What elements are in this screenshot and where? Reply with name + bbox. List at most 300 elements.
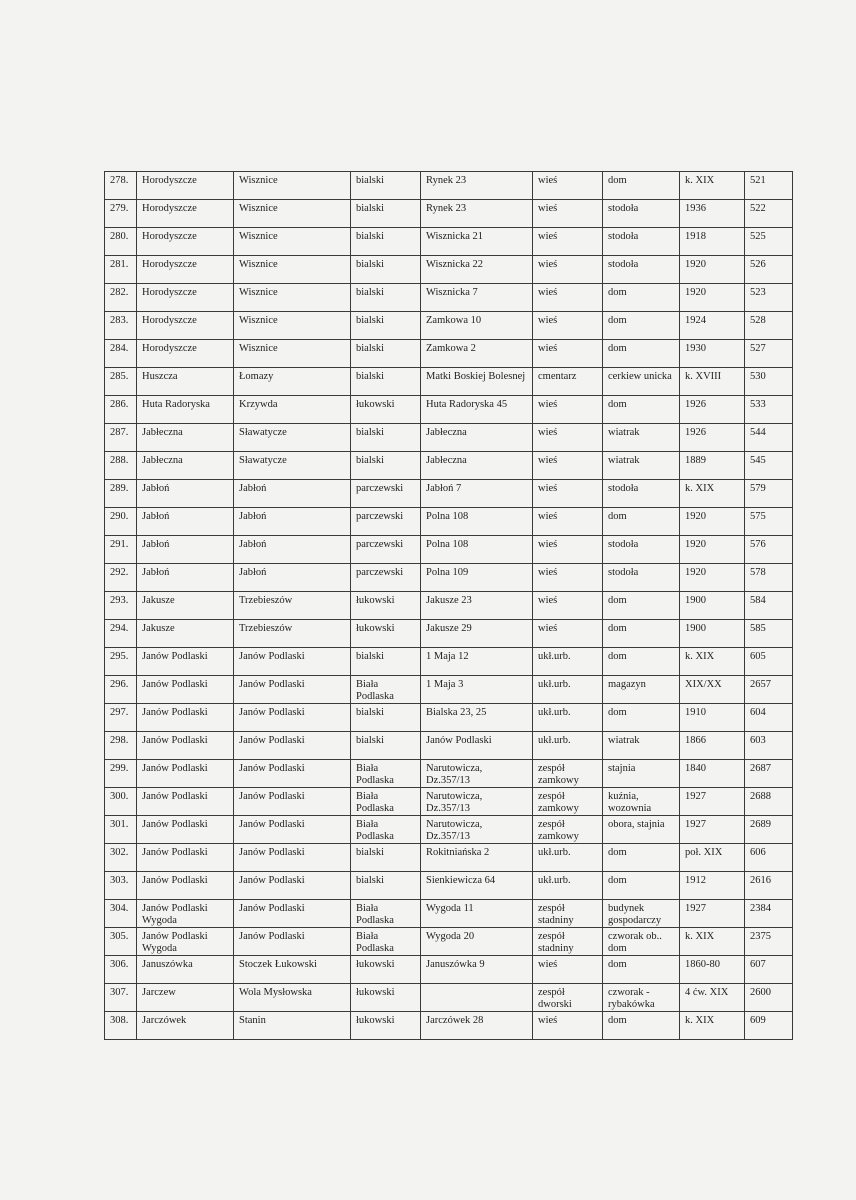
dating-cell: 1927 — [680, 788, 745, 816]
building-type-cell: dom — [603, 648, 680, 676]
table-row — [105, 340, 793, 368]
registry-number-cell: 523 — [745, 284, 793, 312]
county-cell: bialski — [351, 256, 421, 284]
address-cell: Wisznicka 21 — [421, 228, 533, 256]
registry-number-cell: 2616 — [745, 872, 793, 900]
complex-type-cell: wieś — [533, 284, 603, 312]
row-number-cell: 291. — [105, 536, 137, 564]
commune-cell: Wisznice — [234, 284, 351, 312]
complex-type-cell: wieś — [533, 312, 603, 340]
complex-type-cell: zespół dworski — [533, 984, 603, 1012]
building-type-cell: czworak - rybakówka — [603, 984, 680, 1012]
table-row — [105, 928, 793, 956]
registry-number-cell: 526 — [745, 256, 793, 284]
address-cell: Rokitniańska 2 — [421, 844, 533, 872]
commune-cell: Stoczek Łukowski — [234, 956, 351, 984]
locality-cell: Horodyszcze — [137, 340, 234, 368]
address-cell: Jabłeczna — [421, 424, 533, 452]
locality-cell: Jarczówek — [137, 1012, 234, 1040]
registry-number-cell: 607 — [745, 956, 793, 984]
registry-number-cell: 606 — [745, 844, 793, 872]
address-cell — [421, 984, 533, 1012]
complex-type-cell: wieś — [533, 536, 603, 564]
row-number-cell: 287. — [105, 424, 137, 452]
locality-cell: Horodyszcze — [137, 172, 234, 200]
county-cell: parczewski — [351, 564, 421, 592]
table-row — [105, 284, 793, 312]
commune-cell: Wisznice — [234, 340, 351, 368]
address-cell: Narutowicza, Dz.357/13 — [421, 788, 533, 816]
registry-number-cell: 585 — [745, 620, 793, 648]
address-cell: Bialska 23, 25 — [421, 704, 533, 732]
building-type-cell: dom — [603, 312, 680, 340]
address-cell: Huta Radoryska 45 — [421, 396, 533, 424]
county-cell: Biała Podlaska — [351, 928, 421, 956]
complex-type-cell: wieś — [533, 424, 603, 452]
registry-number-cell: 2689 — [745, 816, 793, 844]
building-type-cell: magazyn — [603, 676, 680, 704]
table-row — [105, 648, 793, 676]
complex-type-cell: ukł.urb. — [533, 872, 603, 900]
locality-cell: Janów Podlaski — [137, 648, 234, 676]
table-row — [105, 480, 793, 508]
locality-cell: Horodyszcze — [137, 256, 234, 284]
commune-cell: Janów Podlaski — [234, 760, 351, 788]
county-cell: łukowski — [351, 956, 421, 984]
commune-cell: Trzebieszów — [234, 620, 351, 648]
building-type-cell: dom — [603, 172, 680, 200]
complex-type-cell: cmentarz — [533, 368, 603, 396]
row-number-cell: 304. — [105, 900, 137, 928]
commune-cell: Janów Podlaski — [234, 676, 351, 704]
complex-type-cell: zespół stadniny — [533, 900, 603, 928]
locality-cell: Huszcza — [137, 368, 234, 396]
complex-type-cell: zespół stadniny — [533, 928, 603, 956]
locality-cell: Janów Podlaski Wygoda — [137, 928, 234, 956]
complex-type-cell: wieś — [533, 592, 603, 620]
table-row — [105, 816, 793, 844]
table-row — [105, 172, 793, 200]
address-cell: Sienkiewicza 64 — [421, 872, 533, 900]
building-type-cell: dom — [603, 704, 680, 732]
row-number-cell: 292. — [105, 564, 137, 592]
row-number-cell: 284. — [105, 340, 137, 368]
row-number-cell: 295. — [105, 648, 137, 676]
locality-cell: Jakusze — [137, 592, 234, 620]
address-cell: Wisznicka 7 — [421, 284, 533, 312]
table-row — [105, 452, 793, 480]
dating-cell: 1910 — [680, 704, 745, 732]
locality-cell: Horodyszcze — [137, 284, 234, 312]
county-cell: Biała Podlaska — [351, 676, 421, 704]
address-cell: Jakusze 23 — [421, 592, 533, 620]
locality-cell: Huta Radoryska — [137, 396, 234, 424]
county-cell: bialski — [351, 648, 421, 676]
complex-type-cell: wieś — [533, 228, 603, 256]
dating-cell: 4 ćw. XIX — [680, 984, 745, 1012]
table-row — [105, 1012, 793, 1040]
table-row — [105, 200, 793, 228]
row-number-cell: 299. — [105, 760, 137, 788]
registry-number-cell: 522 — [745, 200, 793, 228]
dating-cell: 1920 — [680, 508, 745, 536]
table-row — [105, 536, 793, 564]
table-row — [105, 396, 793, 424]
row-number-cell: 308. — [105, 1012, 137, 1040]
monument-registry-table — [104, 171, 793, 1040]
address-cell: Matki Boskiej Bolesnej — [421, 368, 533, 396]
address-cell: Polna 109 — [421, 564, 533, 592]
building-type-cell: dom — [603, 508, 680, 536]
complex-type-cell: wieś — [533, 396, 603, 424]
building-type-cell: stodoła — [603, 536, 680, 564]
locality-cell: Horodyszcze — [137, 228, 234, 256]
address-cell: Wisznicka 22 — [421, 256, 533, 284]
row-number-cell: 283. — [105, 312, 137, 340]
building-type-cell: wiatrak — [603, 732, 680, 760]
county-cell: bialski — [351, 872, 421, 900]
county-cell: bialski — [351, 424, 421, 452]
building-type-cell: dom — [603, 396, 680, 424]
commune-cell: Sławatycze — [234, 452, 351, 480]
registry-number-cell: 578 — [745, 564, 793, 592]
county-cell: bialski — [351, 200, 421, 228]
commune-cell: Łomazy — [234, 368, 351, 396]
building-type-cell: dom — [603, 1012, 680, 1040]
county-cell: bialski — [351, 452, 421, 480]
locality-cell: Horodyszcze — [137, 200, 234, 228]
commune-cell: Wisznice — [234, 200, 351, 228]
table-row — [105, 424, 793, 452]
table-row — [105, 312, 793, 340]
registry-number-cell: 609 — [745, 1012, 793, 1040]
dating-cell: 1927 — [680, 816, 745, 844]
commune-cell: Jabłoń — [234, 536, 351, 564]
county-cell: Biała Podlaska — [351, 816, 421, 844]
locality-cell: Janów Podlaski — [137, 732, 234, 760]
row-number-cell: 289. — [105, 480, 137, 508]
dating-cell: 1860-80 — [680, 956, 745, 984]
dating-cell: poł. XIX — [680, 844, 745, 872]
dating-cell: 1840 — [680, 760, 745, 788]
locality-cell: Jabłeczna — [137, 424, 234, 452]
table-row — [105, 564, 793, 592]
address-cell: Rynek 23 — [421, 200, 533, 228]
building-type-cell: dom — [603, 844, 680, 872]
dating-cell: 1924 — [680, 312, 745, 340]
building-type-cell: budynek gospodarczy — [603, 900, 680, 928]
county-cell: bialski — [351, 284, 421, 312]
registry-number-cell: 533 — [745, 396, 793, 424]
county-cell: bialski — [351, 340, 421, 368]
registry-number-cell: 544 — [745, 424, 793, 452]
registry-number-cell: 530 — [745, 368, 793, 396]
locality-cell: Janów Podlaski Wygoda — [137, 900, 234, 928]
dating-cell: 1920 — [680, 536, 745, 564]
county-cell: łukowski — [351, 396, 421, 424]
dating-cell: 1920 — [680, 256, 745, 284]
complex-type-cell: wieś — [533, 452, 603, 480]
locality-cell: Janów Podlaski — [137, 676, 234, 704]
dating-cell: k. XIX — [680, 928, 745, 956]
complex-type-cell: zespół zamkowy — [533, 760, 603, 788]
registry-number-cell: 2384 — [745, 900, 793, 928]
address-cell: Janów Podlaski — [421, 732, 533, 760]
row-number-cell: 306. — [105, 956, 137, 984]
commune-cell: Janów Podlaski — [234, 704, 351, 732]
locality-cell: Janów Podlaski — [137, 788, 234, 816]
commune-cell: Sławatycze — [234, 424, 351, 452]
address-cell: Zamkowa 10 — [421, 312, 533, 340]
complex-type-cell: wieś — [533, 564, 603, 592]
address-cell: 1 Maja 12 — [421, 648, 533, 676]
address-cell: Jabłoń 7 — [421, 480, 533, 508]
building-type-cell: dom — [603, 872, 680, 900]
table-row — [105, 956, 793, 984]
commune-cell: Wisznice — [234, 256, 351, 284]
county-cell: łukowski — [351, 984, 421, 1012]
dating-cell: 1927 — [680, 900, 745, 928]
address-cell: Jakusze 29 — [421, 620, 533, 648]
row-number-cell: 293. — [105, 592, 137, 620]
commune-cell: Janów Podlaski — [234, 648, 351, 676]
row-number-cell: 282. — [105, 284, 137, 312]
building-type-cell: stodoła — [603, 480, 680, 508]
complex-type-cell: wieś — [533, 340, 603, 368]
row-number-cell: 301. — [105, 816, 137, 844]
registry-number-cell: 575 — [745, 508, 793, 536]
dating-cell: 1912 — [680, 872, 745, 900]
dating-cell: 1936 — [680, 200, 745, 228]
commune-cell: Wisznice — [234, 312, 351, 340]
table-row — [105, 788, 793, 816]
complex-type-cell: wieś — [533, 480, 603, 508]
dating-cell: k. XIX — [680, 480, 745, 508]
dating-cell: XIX/XX — [680, 676, 745, 704]
commune-cell: Janów Podlaski — [234, 928, 351, 956]
locality-cell: Jakusze — [137, 620, 234, 648]
registry-number-cell: 545 — [745, 452, 793, 480]
dating-cell: 1889 — [680, 452, 745, 480]
table-row — [105, 900, 793, 928]
table-row — [105, 984, 793, 1012]
registry-number-cell: 525 — [745, 228, 793, 256]
locality-cell: Horodyszcze — [137, 312, 234, 340]
complex-type-cell: ukł.urb. — [533, 648, 603, 676]
building-type-cell: dom — [603, 284, 680, 312]
complex-type-cell: ukł.urb. — [533, 732, 603, 760]
county-cell: bialski — [351, 228, 421, 256]
county-cell: parczewski — [351, 480, 421, 508]
building-type-cell: stajnia — [603, 760, 680, 788]
commune-cell: Jabłoń — [234, 508, 351, 536]
row-number-cell: 285. — [105, 368, 137, 396]
table-row — [105, 592, 793, 620]
address-cell: Polna 108 — [421, 508, 533, 536]
county-cell: bialski — [351, 172, 421, 200]
complex-type-cell: wieś — [533, 172, 603, 200]
county-cell: bialski — [351, 704, 421, 732]
locality-cell: Jabłoń — [137, 480, 234, 508]
commune-cell: Jabłoń — [234, 564, 351, 592]
commune-cell: Wisznice — [234, 228, 351, 256]
complex-type-cell: ukł.urb. — [533, 676, 603, 704]
table-row — [105, 228, 793, 256]
building-type-cell: stodoła — [603, 256, 680, 284]
dating-cell: 1900 — [680, 620, 745, 648]
commune-cell: Janów Podlaski — [234, 788, 351, 816]
registry-number-cell: 2688 — [745, 788, 793, 816]
table-row — [105, 760, 793, 788]
complex-type-cell: wieś — [533, 956, 603, 984]
locality-cell: Janów Podlaski — [137, 872, 234, 900]
building-type-cell: cerkiew unicka — [603, 368, 680, 396]
commune-cell: Wola Mysłowska — [234, 984, 351, 1012]
commune-cell: Janów Podlaski — [234, 844, 351, 872]
county-cell: Biała Podlaska — [351, 900, 421, 928]
dating-cell: 1900 — [680, 592, 745, 620]
row-number-cell: 290. — [105, 508, 137, 536]
registry-number-cell: 528 — [745, 312, 793, 340]
building-type-cell: stodoła — [603, 564, 680, 592]
complex-type-cell: wieś — [533, 256, 603, 284]
table-body — [105, 172, 793, 1040]
table-row — [105, 368, 793, 396]
table-row — [105, 872, 793, 900]
building-type-cell: czworak ob.. dom — [603, 928, 680, 956]
dating-cell: 1926 — [680, 424, 745, 452]
building-type-cell: dom — [603, 956, 680, 984]
row-number-cell: 288. — [105, 452, 137, 480]
dating-cell: 1930 — [680, 340, 745, 368]
table-row — [105, 676, 793, 704]
dating-cell: 1920 — [680, 284, 745, 312]
dating-cell: k. XIX — [680, 1012, 745, 1040]
row-number-cell: 297. — [105, 704, 137, 732]
building-type-cell: wiatrak — [603, 452, 680, 480]
address-cell: Rynek 23 — [421, 172, 533, 200]
locality-cell: Janów Podlaski — [137, 844, 234, 872]
building-type-cell: obora, stajnia — [603, 816, 680, 844]
complex-type-cell: zespół zamkowy — [533, 816, 603, 844]
building-type-cell: dom — [603, 620, 680, 648]
commune-cell: Janów Podlaski — [234, 872, 351, 900]
registry-number-cell: 2600 — [745, 984, 793, 1012]
locality-cell: Jabłoń — [137, 564, 234, 592]
address-cell: Wygoda 20 — [421, 928, 533, 956]
table-row — [105, 620, 793, 648]
commune-cell: Wisznice — [234, 172, 351, 200]
address-cell: Polna 108 — [421, 536, 533, 564]
dating-cell: 1866 — [680, 732, 745, 760]
complex-type-cell: ukł.urb. — [533, 844, 603, 872]
row-number-cell: 278. — [105, 172, 137, 200]
table-row — [105, 732, 793, 760]
registry-number-cell: 576 — [745, 536, 793, 564]
row-number-cell: 279. — [105, 200, 137, 228]
county-cell: łukowski — [351, 1012, 421, 1040]
registry-number-cell: 584 — [745, 592, 793, 620]
county-cell: bialski — [351, 312, 421, 340]
row-number-cell: 303. — [105, 872, 137, 900]
address-cell: Zamkowa 2 — [421, 340, 533, 368]
complex-type-cell: wieś — [533, 1012, 603, 1040]
dating-cell: k. XVIII — [680, 368, 745, 396]
building-type-cell: kuźnia, wozownia — [603, 788, 680, 816]
dating-cell: 1918 — [680, 228, 745, 256]
county-cell: Biała Podlaska — [351, 788, 421, 816]
address-cell: Jarczówek 28 — [421, 1012, 533, 1040]
county-cell: bialski — [351, 844, 421, 872]
row-number-cell: 296. — [105, 676, 137, 704]
row-number-cell: 281. — [105, 256, 137, 284]
commune-cell: Janów Podlaski — [234, 816, 351, 844]
registry-number-cell: 521 — [745, 172, 793, 200]
county-cell: łukowski — [351, 620, 421, 648]
commune-cell: Jabłoń — [234, 480, 351, 508]
row-number-cell: 298. — [105, 732, 137, 760]
building-type-cell: stodoła — [603, 228, 680, 256]
county-cell: parczewski — [351, 508, 421, 536]
locality-cell: Jabłeczna — [137, 452, 234, 480]
row-number-cell: 302. — [105, 844, 137, 872]
complex-type-cell: wieś — [533, 620, 603, 648]
row-number-cell: 294. — [105, 620, 137, 648]
registry-number-cell: 579 — [745, 480, 793, 508]
row-number-cell: 305. — [105, 928, 137, 956]
county-cell: łukowski — [351, 592, 421, 620]
dating-cell: k. XIX — [680, 648, 745, 676]
table-row — [105, 256, 793, 284]
registry-number-cell: 527 — [745, 340, 793, 368]
locality-cell: Janów Podlaski — [137, 704, 234, 732]
commune-cell: Trzebieszów — [234, 592, 351, 620]
row-number-cell: 280. — [105, 228, 137, 256]
county-cell: bialski — [351, 732, 421, 760]
complex-type-cell: wieś — [533, 200, 603, 228]
address-cell: Narutowicza, Dz.357/13 — [421, 760, 533, 788]
address-cell: Wygoda 11 — [421, 900, 533, 928]
complex-type-cell: zespół zamkowy — [533, 788, 603, 816]
locality-cell: Januszówka — [137, 956, 234, 984]
locality-cell: Jabłoń — [137, 536, 234, 564]
row-number-cell: 300. — [105, 788, 137, 816]
dating-cell: 1920 — [680, 564, 745, 592]
building-type-cell: dom — [603, 592, 680, 620]
locality-cell: Jabłoń — [137, 508, 234, 536]
address-cell: Jabłeczna — [421, 452, 533, 480]
table-row — [105, 844, 793, 872]
row-number-cell: 307. — [105, 984, 137, 1012]
row-number-cell: 286. — [105, 396, 137, 424]
county-cell: parczewski — [351, 536, 421, 564]
registry-number-cell: 2375 — [745, 928, 793, 956]
commune-cell: Stanin — [234, 1012, 351, 1040]
commune-cell: Janów Podlaski — [234, 900, 351, 928]
complex-type-cell: wieś — [533, 508, 603, 536]
locality-cell: Janów Podlaski — [137, 760, 234, 788]
registry-number-cell: 605 — [745, 648, 793, 676]
county-cell: Biała Podlaska — [351, 760, 421, 788]
registry-number-cell: 603 — [745, 732, 793, 760]
county-cell: bialski — [351, 368, 421, 396]
address-cell: Januszówka 9 — [421, 956, 533, 984]
address-cell: 1 Maja 3 — [421, 676, 533, 704]
complex-type-cell: ukł.urb. — [533, 704, 603, 732]
registry-number-cell: 2687 — [745, 760, 793, 788]
dating-cell: 1926 — [680, 396, 745, 424]
dating-cell: k. XIX — [680, 172, 745, 200]
